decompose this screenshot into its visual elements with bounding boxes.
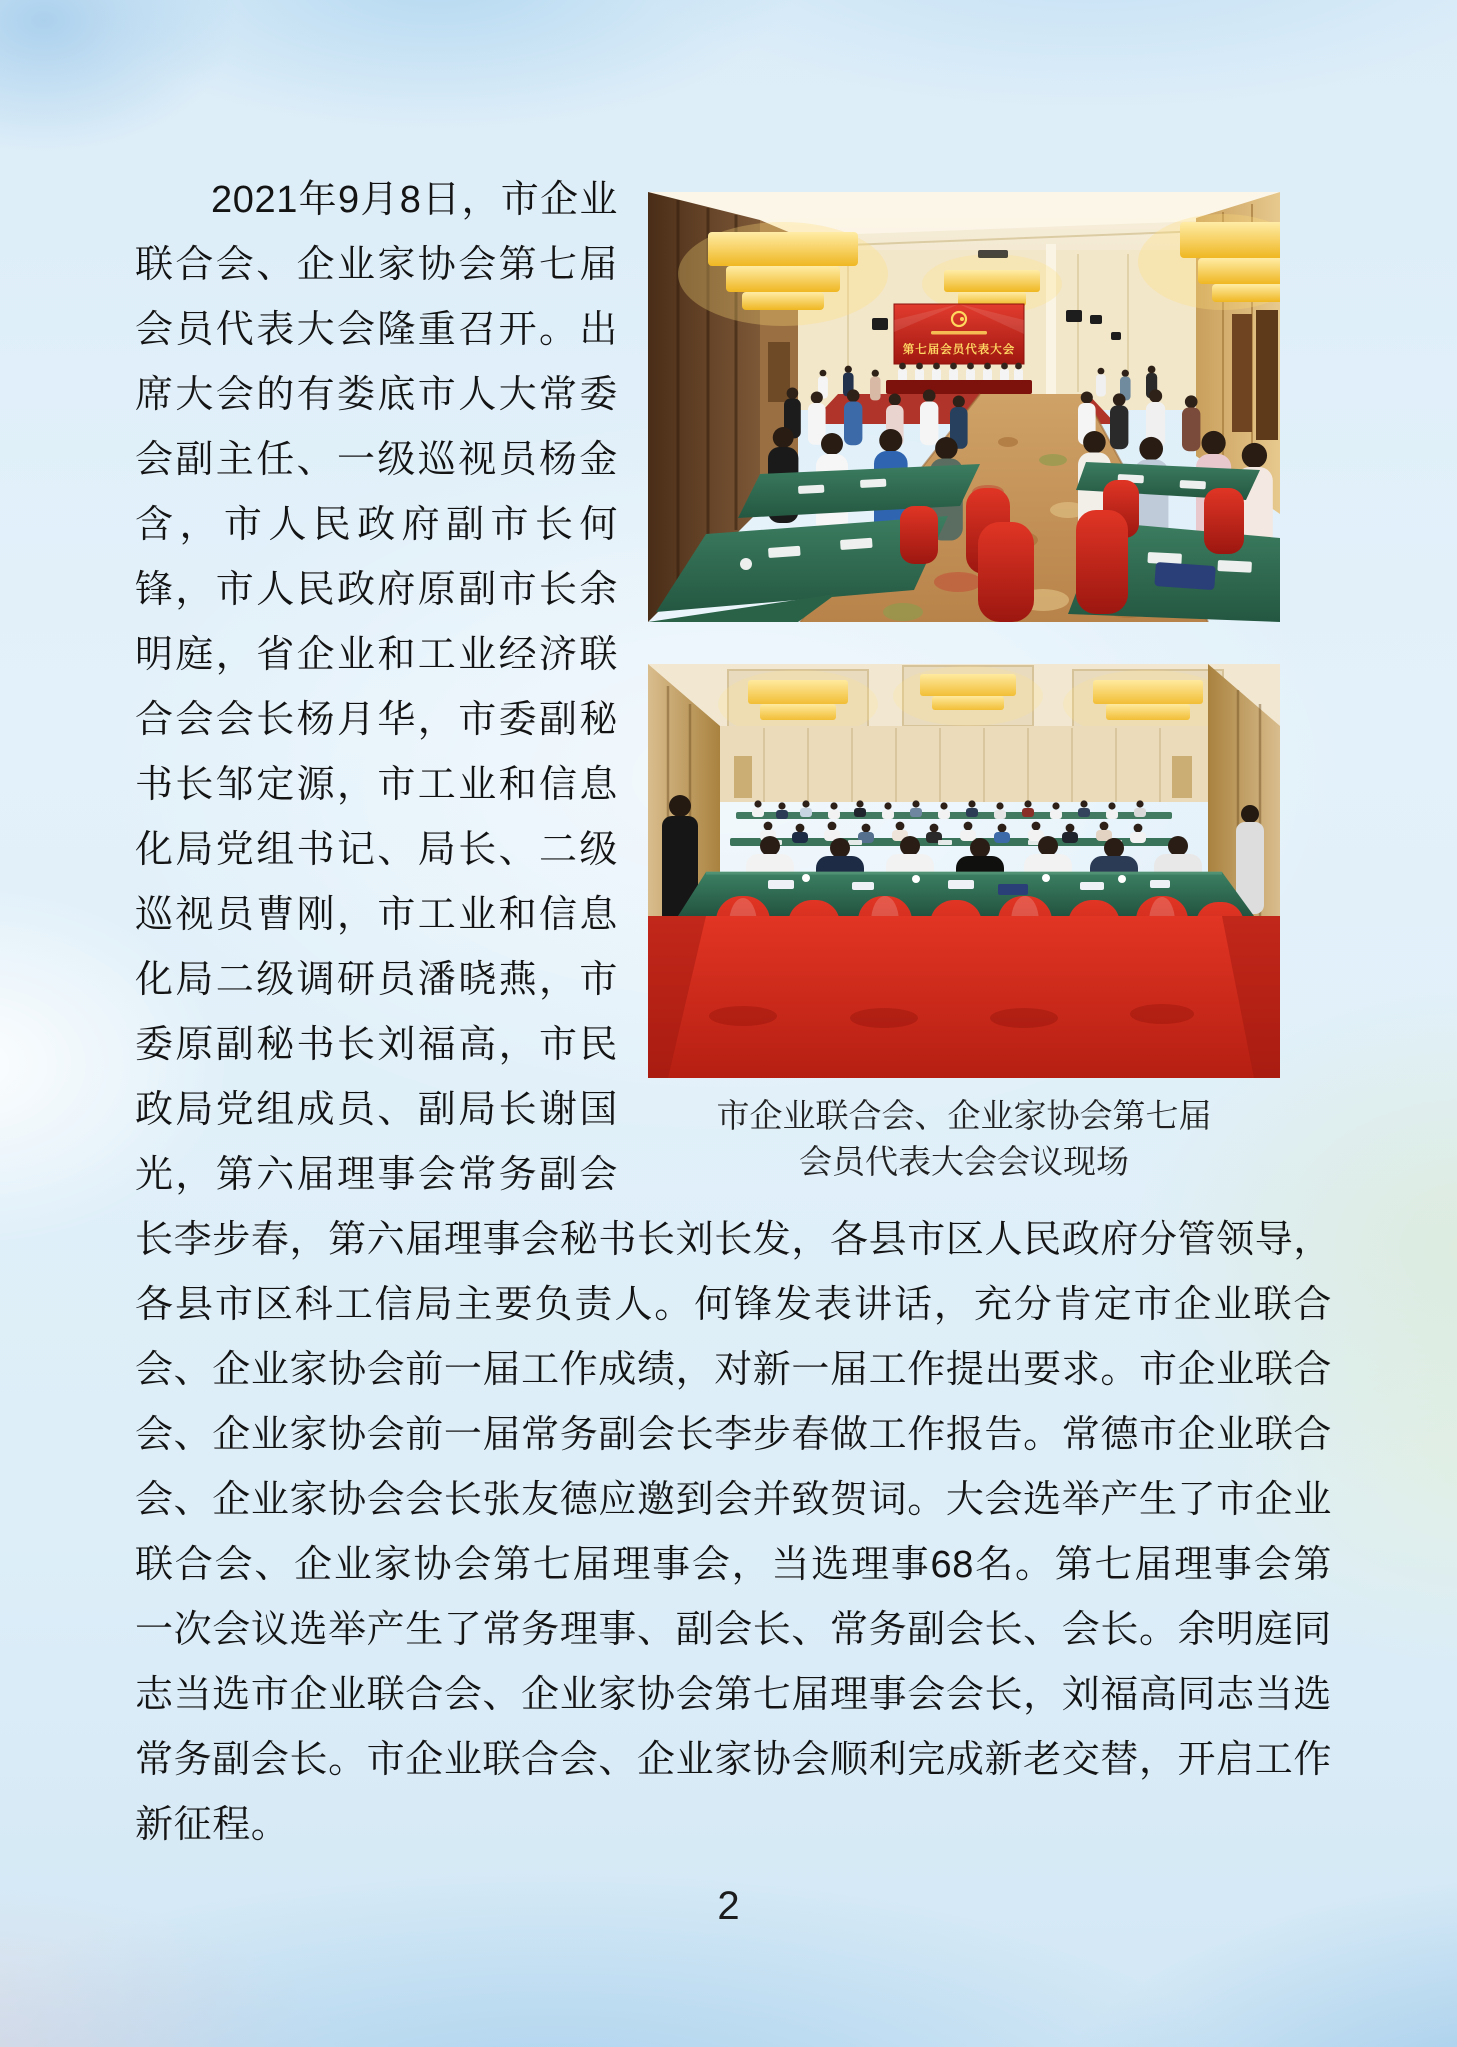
photo-caption-line-1: 市企业联合会、企业家协会第七届 [716, 1099, 1212, 1135]
photo-congress-opening [648, 192, 1280, 622]
led-screen [894, 304, 1024, 364]
photo-caption-line-2: 会员代表大会会议现场 [799, 1145, 1129, 1181]
photo-congress-rear-view [648, 664, 1280, 1078]
hall2-red-carpet [648, 916, 1280, 1078]
photo-caption [648, 1094, 1280, 1186]
page-number: 2 [717, 1884, 740, 1928]
photo-congress-opening-illustration [648, 192, 1280, 622]
screen-title-text: 第七届会员代表大会 [902, 344, 1016, 356]
figure-block [648, 192, 1280, 1186]
photo-congress-rear-illustration [648, 664, 1280, 1078]
article-content [135, 130, 1332, 1896]
article-paragraph: 2021年9月8日，市企业联合会、企业家协会第七届会员代表大会隆重召开。出席大会的有娄底市人大常委会副主任、一级巡视员杨金含，市人民政府副市长何锋，市人民政府原副市长余明庭，省企业和工业经济联合会会长杨月华，市委副秘书长邹定源，市工业和信息化局党组书记、局长、二级巡视员曹刚，市工业和信息化局二级调研员潘晓燕，市委原副秘书长刘福高，市民政局党组成员、副局长谢国光，第六届理事会常务副会长李步春，第六届理事会秘书长刘长发，各县市区人民政府分管领导，各县市区科工信局主要负责人。何锋发表讲话，充分肯定市企业联合会、企业家协会前一届工作成绩，对新一届工作提出要求。市企业联合会、企业家协会前一届常务副会长李步春做工作报告。常德市企业联合会、企业家协会会长张友德应邀到会并致贺词。大会选举产生了市企业联合会、企业家协会第七届理事会，当选理事68名。第七届理事会第一次会议选举产生了常务理事、副会长、常务副会长、会长。余明庭同志当选市企业联合会、企业家协会第七届理事会会长，刘福高同志当选常务副会长。市企业联合会、企业家协会顺利完成新老交替，开启工作新征程。 [135, 179, 1332, 1846]
banquet-tables-right [1068, 462, 1280, 622]
